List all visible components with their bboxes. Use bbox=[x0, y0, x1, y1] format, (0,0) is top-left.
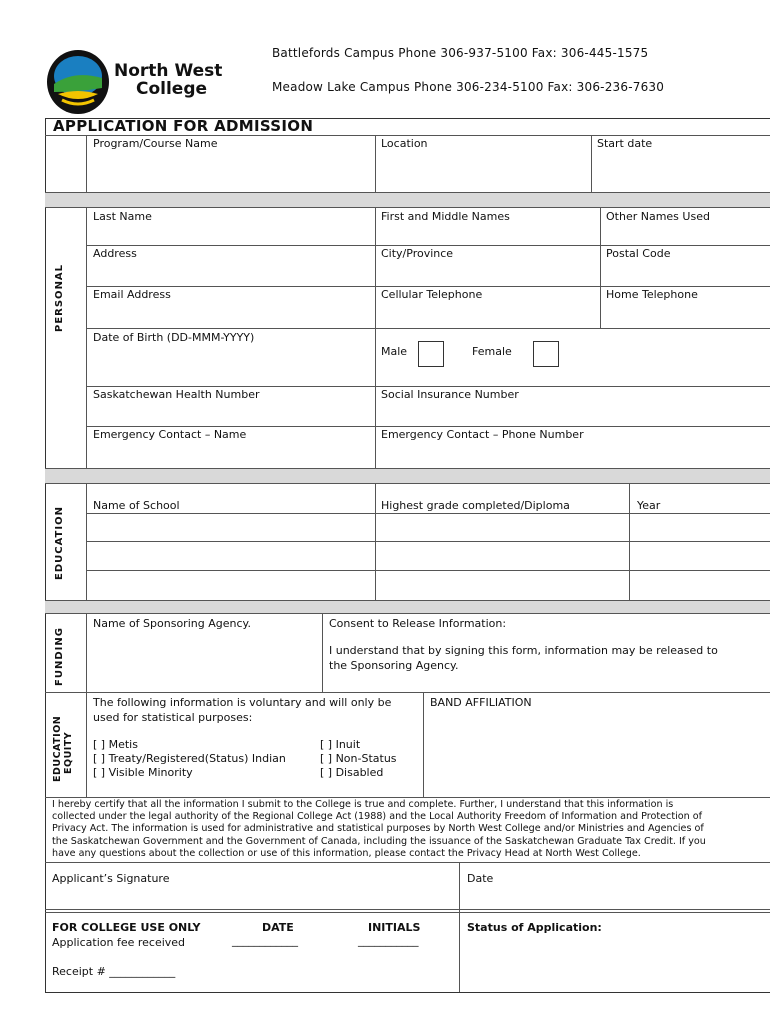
office-date-header: DATE bbox=[262, 921, 294, 934]
other-names-label: Other Names Used bbox=[606, 210, 710, 223]
sponsoring-agency-label: Name of Sponsoring Agency. bbox=[93, 617, 251, 630]
logo-wordmark: North West College bbox=[114, 61, 223, 99]
male-checkbox[interactable] bbox=[418, 341, 444, 367]
certify-line: have any questions about the collection or use of this information, please contact the Privacy Head at North West College. bbox=[52, 847, 641, 859]
sin-label: Social Insurance Number bbox=[381, 388, 519, 401]
application-fee-label: Application fee received bbox=[52, 936, 186, 949]
equity-label-line2: EQUITY bbox=[63, 731, 74, 774]
applicant-signature-label: Applicant’s Signature bbox=[52, 872, 170, 885]
section-separator bbox=[45, 600, 770, 614]
school-name-input-1[interactable] bbox=[88, 514, 374, 540]
equity-label-line1: EDUCATION bbox=[52, 715, 63, 782]
band-affiliation-label: BAND AFFILIATION bbox=[430, 696, 532, 709]
office-initials-header: INITIALS bbox=[368, 921, 421, 934]
equity-intro-line2: used for statistical purposes: bbox=[93, 711, 253, 724]
last-name-label: Last Name bbox=[93, 210, 152, 223]
consent-text-line1: I understand that by signing this form, information may be released to bbox=[329, 644, 718, 657]
school-name-input-2[interactable] bbox=[88, 542, 374, 569]
receipt-number-label[interactable]: Receipt # ____________ bbox=[52, 965, 176, 978]
visible-minority-option[interactable]: [ ] Visible Minority bbox=[93, 766, 193, 779]
meadow-lake-contact: Meadow Lake Campus Phone 306-234-5100 Fax: 306-236-7630 bbox=[272, 80, 665, 94]
personal-section-label: PERSONAL bbox=[54, 263, 65, 332]
home-telephone-label: Home Telephone bbox=[606, 288, 698, 301]
male-label: Male bbox=[381, 345, 408, 358]
application-status-label: Status of Application: bbox=[467, 921, 602, 934]
city-province-label: City/Province bbox=[381, 247, 454, 260]
equity-intro-line1: The following information is voluntary and will only be bbox=[93, 696, 392, 709]
certify-line: I hereby certify that all the information I submit to the College is true and complete. Further, I understand that this information is bbox=[52, 799, 674, 810]
non-status-option[interactable]: [ ] Non-Status bbox=[320, 752, 397, 765]
consent-text-line2: the Sponsoring Agency. bbox=[329, 659, 459, 672]
fee-date-blank[interactable]: ____________ bbox=[232, 934, 298, 947]
year-label: Year bbox=[637, 499, 661, 512]
certify-line: the Saskatchewan Government and the Government of Canada, including the issuance of the Saskatchewan Graduate Tax Credit. If you bbox=[52, 835, 706, 847]
metis-option[interactable]: [ ] Metis bbox=[93, 738, 138, 751]
emergency-contact-phone-label: Emergency Contact – Phone Number bbox=[381, 428, 584, 441]
battlefords-contact: Battlefords Campus Phone 306-937-5100 Fax: 306-445-1575 bbox=[272, 46, 649, 60]
program-course-label: Program/Course Name bbox=[93, 137, 218, 150]
date-of-birth-label: Date of Birth (DD-MMM-YYYY) bbox=[93, 331, 255, 344]
inuit-option[interactable]: [ ] Inuit bbox=[320, 738, 361, 751]
certification-statement bbox=[52, 799, 766, 860]
postal-code-label: Postal Code bbox=[606, 247, 671, 260]
location-label: Location bbox=[381, 137, 428, 150]
funding-section-label: FUNDING bbox=[54, 627, 65, 686]
start-date-input[interactable] bbox=[597, 150, 767, 190]
college-use-title: FOR COLLEGE USE ONLY bbox=[52, 921, 201, 934]
fee-initials-blank[interactable]: ___________ bbox=[358, 934, 419, 947]
signature-date-input[interactable] bbox=[465, 886, 765, 908]
start-date-label: Start date bbox=[597, 137, 653, 150]
form-title: APPLICATION FOR ADMISSION bbox=[53, 117, 314, 135]
location-input[interactable] bbox=[381, 150, 589, 190]
program-course-input[interactable] bbox=[93, 150, 373, 190]
female-label: Female bbox=[472, 345, 512, 358]
treaty-option[interactable]: [ ] Treaty/Registered(Status) Indian bbox=[93, 752, 286, 765]
address-label: Address bbox=[93, 247, 137, 260]
cellular-telephone-label: Cellular Telephone bbox=[381, 288, 483, 301]
education-equity-section-label bbox=[52, 716, 74, 782]
section-separator bbox=[45, 192, 770, 208]
female-checkbox[interactable] bbox=[533, 341, 559, 367]
emergency-contact-name-label: Emergency Contact – Name bbox=[93, 428, 247, 441]
education-section-label: EDUCATION bbox=[54, 506, 65, 580]
disabled-option[interactable]: [ ] Disabled bbox=[320, 766, 384, 779]
logo-emblem-icon bbox=[44, 48, 114, 116]
email-address-label: Email Address bbox=[93, 288, 171, 301]
college-logo bbox=[44, 48, 224, 116]
school-name-label: Name of School bbox=[93, 499, 180, 512]
health-number-label: Saskatchewan Health Number bbox=[93, 388, 260, 401]
school-name-input-3[interactable] bbox=[88, 571, 374, 599]
section-separator bbox=[45, 468, 770, 484]
certify-line: collected under the legal authority of the Regional College Act (1988) and the Local Authority Freedom of Information and Protection of bbox=[52, 811, 703, 823]
certify-line: Privacy Act. The information is used for administrative and statistical purposes by North West College and/or Ministries and Agencies of bbox=[52, 823, 704, 835]
first-middle-names-label: First and Middle Names bbox=[381, 210, 510, 223]
signature-date-label: Date bbox=[467, 872, 494, 885]
consent-title: Consent to Release Information: bbox=[329, 617, 507, 630]
applicant-signature-input[interactable] bbox=[50, 886, 455, 908]
highest-grade-label: Highest grade completed/Diploma bbox=[381, 499, 570, 512]
